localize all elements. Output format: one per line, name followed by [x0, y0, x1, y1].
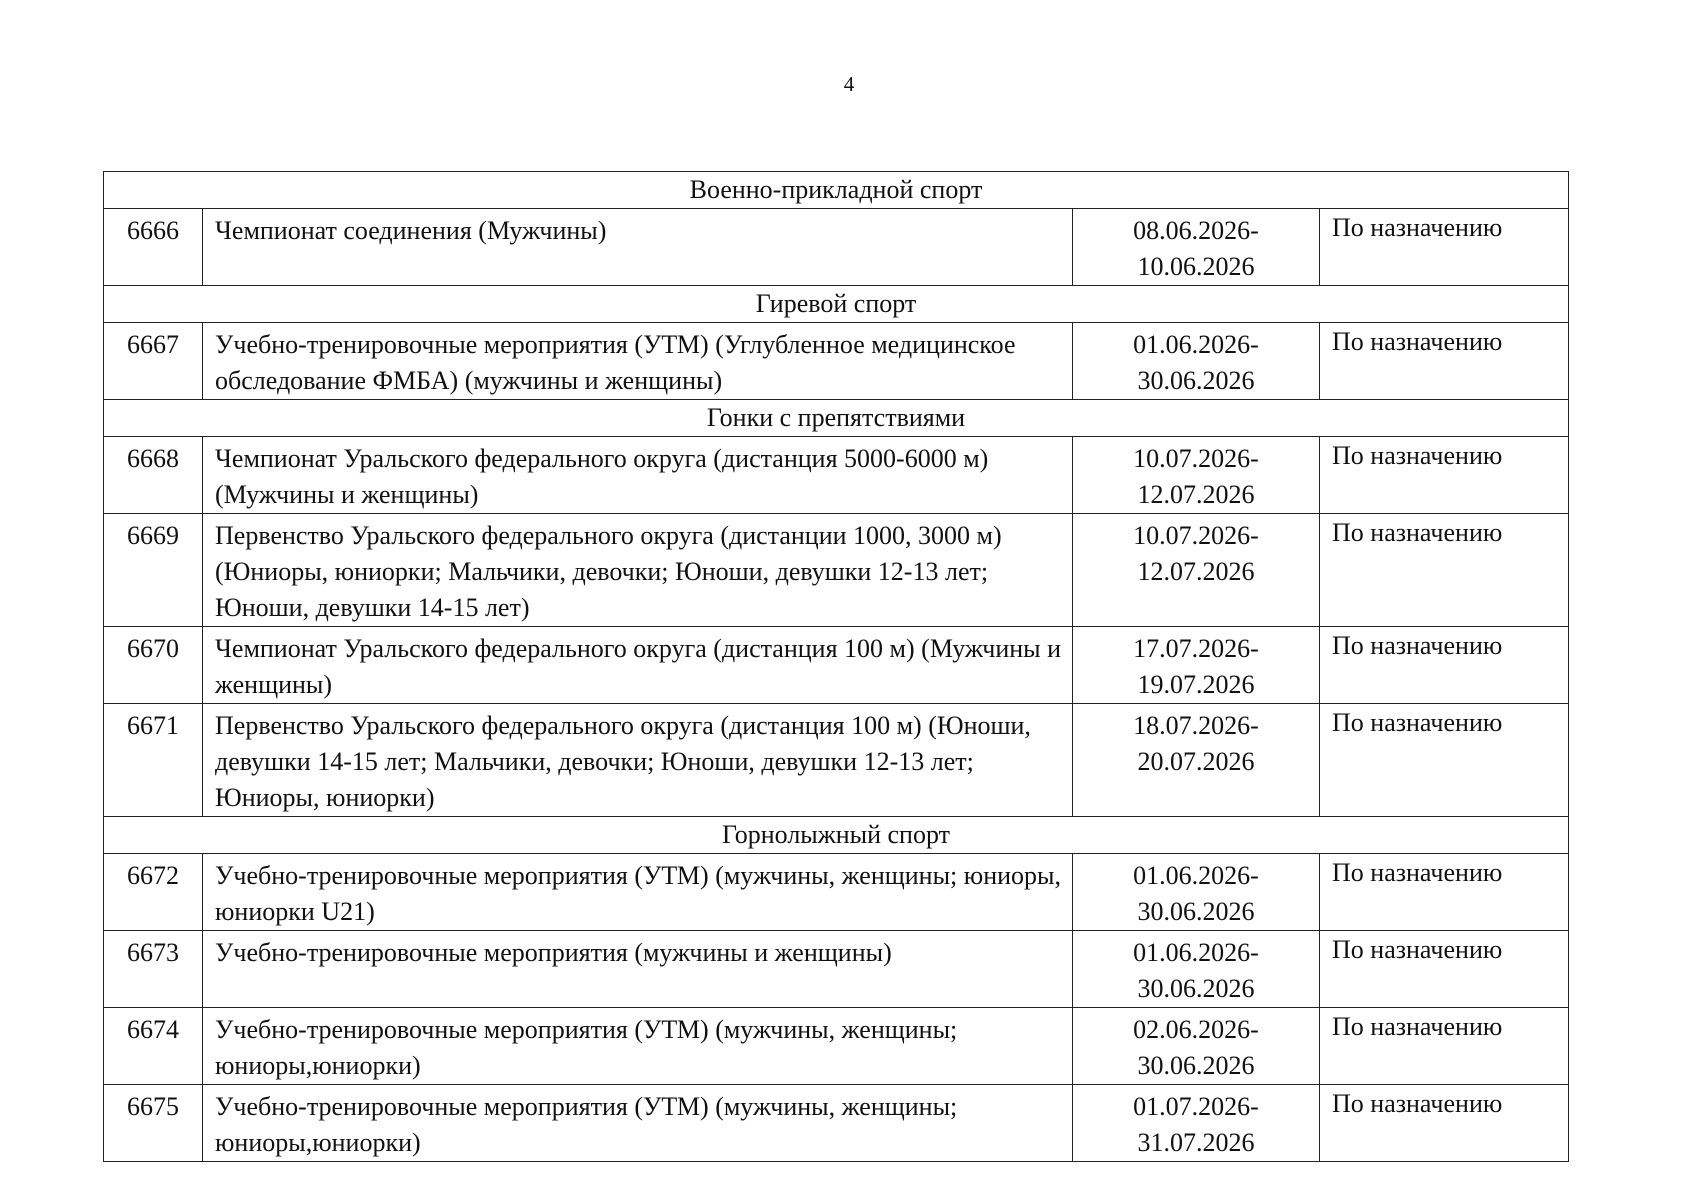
event-dates — [1073, 1085, 1320, 1162]
table-row — [104, 931, 1569, 1008]
date-to: 31.07.2026 — [1137, 1128, 1255, 1157]
event-status: По назначению — [1320, 627, 1569, 704]
section-header-row — [104, 172, 1569, 209]
date-from: 01.06.2026- — [1133, 861, 1259, 890]
event-number: 6672 — [104, 854, 203, 931]
event-number: 6669 — [104, 514, 203, 627]
section-header-row — [104, 400, 1569, 437]
date-from: 01.06.2026- — [1133, 330, 1259, 359]
event-name: Первенство Уральского федерального округа (дистанции 1000, 3000 м) (Юниоры, юниорки; Мальчики, девочки; Юноши, девушки 12-13 лет; Юноши, девушки 14-15 лет) — [203, 514, 1073, 627]
event-status: По назначению — [1320, 704, 1569, 817]
date-from: 01.07.2026- — [1133, 1092, 1259, 1121]
table-row — [104, 854, 1569, 931]
table-row — [104, 1085, 1569, 1162]
date-to: 30.06.2026 — [1137, 974, 1255, 1003]
event-number: 6675 — [104, 1085, 203, 1162]
event-dates — [1073, 704, 1320, 817]
date-to: 12.07.2026 — [1137, 480, 1255, 509]
date-to: 12.07.2026 — [1137, 557, 1255, 586]
table-row — [104, 209, 1569, 286]
event-name: Учебно-тренировочные мероприятия (УТМ) (мужчины, женщины; юниоры,юниорки) — [203, 1085, 1073, 1162]
date-to: 30.06.2026 — [1137, 366, 1255, 395]
date-from: 10.07.2026- — [1133, 444, 1259, 473]
event-status: По назначению — [1320, 514, 1569, 627]
section-header-row — [104, 286, 1569, 323]
event-dates — [1073, 323, 1320, 400]
date-to: 10.06.2026 — [1137, 252, 1255, 281]
date-from: 18.07.2026- — [1133, 711, 1259, 740]
event-number: 6671 — [104, 704, 203, 817]
event-status: По назначению — [1320, 1085, 1569, 1162]
event-name: Учебно-тренировочные мероприятия (мужчины и женщины) — [203, 931, 1073, 1008]
event-dates — [1073, 437, 1320, 514]
event-number: 6673 — [104, 931, 203, 1008]
section-title: Гиревой спорт — [104, 286, 1569, 323]
event-dates — [1073, 209, 1320, 286]
event-dates — [1073, 627, 1320, 704]
date-from: 08.06.2026- — [1133, 216, 1259, 245]
event-name: Чемпионат Уральского федерального округа (дистанция 5000-6000 м) (Мужчины и женщины) — [203, 437, 1073, 514]
event-name: Учебно-тренировочные мероприятия (УТМ) (мужчины, женщины; юниоры, юниорки U21) — [203, 854, 1073, 931]
date-to: 30.06.2026 — [1137, 897, 1255, 926]
event-name: Учебно-тренировочные мероприятия (УТМ) (мужчины, женщины; юниоры,юниорки) — [203, 1008, 1073, 1085]
table-row — [104, 437, 1569, 514]
event-status: По назначению — [1320, 1008, 1569, 1085]
event-number: 6668 — [104, 437, 203, 514]
date-from: 01.06.2026- — [1133, 938, 1259, 967]
table-row — [104, 323, 1569, 400]
date-to: 30.06.2026 — [1137, 1051, 1255, 1080]
date-from: 17.07.2026- — [1133, 634, 1259, 663]
section-title: Военно-прикладной спорт — [104, 172, 1569, 209]
event-number: 6674 — [104, 1008, 203, 1085]
event-name: Первенство Уральского федерального округа (дистанция 100 м) (Юноши, девушки 14-15 лет; Мальчики, девочки; Юноши, девушки 12-13 лет; Юниоры, юниорки) — [203, 704, 1073, 817]
table-row — [104, 1008, 1569, 1085]
event-status: По назначению — [1320, 854, 1569, 931]
date-from: 10.07.2026- — [1133, 521, 1259, 550]
event-dates — [1073, 514, 1320, 627]
date-to: 20.07.2026 — [1137, 747, 1255, 776]
events-table — [103, 171, 1569, 1162]
event-dates — [1073, 1008, 1320, 1085]
event-name: Учебно-тренировочные мероприятия (УТМ) (Углубленное медицинское обследование ФМБА) (мужчины и женщины) — [203, 323, 1073, 400]
date-to: 19.07.2026 — [1137, 670, 1255, 699]
section-title: Горнолыжный спорт — [104, 817, 1569, 854]
section-title: Гонки с препятствиями — [104, 400, 1569, 437]
event-number: 6670 — [104, 627, 203, 704]
event-dates — [1073, 931, 1320, 1008]
page-number: 4 — [843, 72, 855, 96]
event-status: По назначению — [1320, 437, 1569, 514]
event-dates — [1073, 854, 1320, 931]
section-header-row — [104, 817, 1569, 854]
table-row — [104, 627, 1569, 704]
event-status: По назначению — [1320, 209, 1569, 286]
event-status: По назначению — [1320, 323, 1569, 400]
event-status: По назначению — [1320, 931, 1569, 1008]
table-row — [104, 514, 1569, 627]
event-number: 6666 — [104, 209, 203, 286]
event-number: 6667 — [104, 323, 203, 400]
events-table-body — [104, 172, 1569, 1162]
event-name: Чемпионат Уральского федерального округа (дистанция 100 м) (Мужчины и женщины) — [203, 627, 1073, 704]
table-row — [104, 704, 1569, 817]
event-name: Чемпионат соединения (Мужчины) — [203, 209, 1073, 286]
date-from: 02.06.2026- — [1133, 1015, 1259, 1044]
